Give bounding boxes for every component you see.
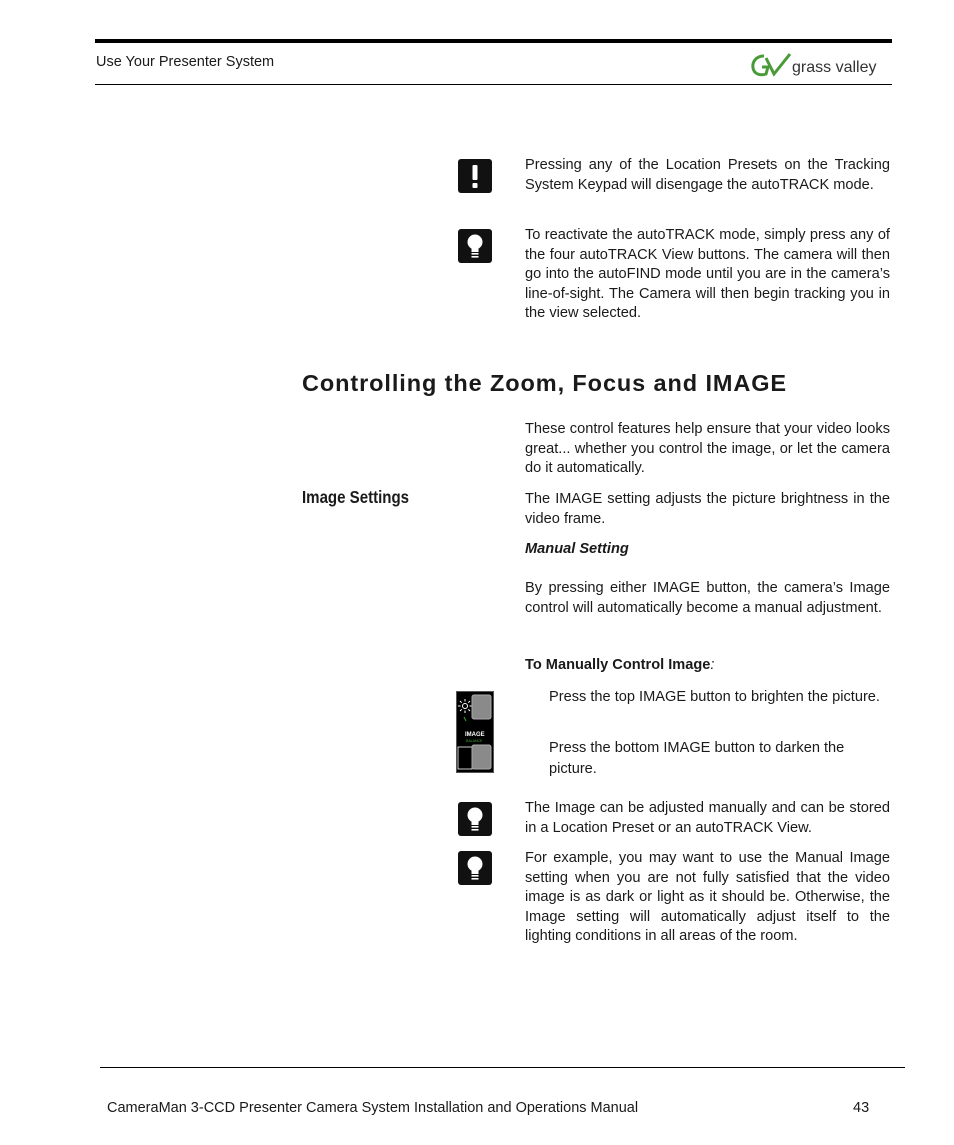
grass-valley-logo (750, 50, 890, 80)
section-intro: These control features help ensure that your video looks great... whether you control the image, or let the camera do it automatically. (525, 421, 890, 477)
image-control-panel (456, 691, 494, 773)
brighten-button (472, 695, 491, 719)
header-title: Use Your Presenter System (96, 54, 275, 70)
panel-sublabel: BALANCE (466, 739, 483, 743)
procedure-heading-label: To Manually Control Image (525, 657, 711, 673)
step-1-text: Press the top IMAGE button to brighten the picture. (549, 689, 880, 705)
image-settings-description: The IMAGE setting adjusts the picture brightness in the video frame. (525, 491, 890, 527)
header-rule-thin (95, 84, 892, 85)
manual-setting-text: By pressing either IMAGE button, the camera’s Image control will automatically become a manual adjustment. (525, 580, 890, 616)
warning-note-text: Pressing any of the Location Presets on the Tracking System Keypad will disengage the autoTRACK mode. (525, 157, 890, 193)
tip-note-1-text: The Image can be adjusted manually and can be stored in a Location Preset or an autoTRACK View. (525, 800, 890, 836)
darken-button (472, 745, 491, 769)
tip-note-2-text: For example, you may want to use the Manual Image setting when you are not fully satisfied that the video image is as dark or light as it should be. Otherwise, the Image setting will automatically adjust itself to the lighting conditions in all areas of the room. (525, 850, 890, 945)
footer-rule (100, 1067, 905, 1068)
page-number: 43 (853, 1100, 870, 1116)
panel-label: IMAGE (465, 732, 485, 738)
lightbulb-icon (458, 229, 492, 263)
section-heading: Controlling the Zoom, Focus and IMAGE (302, 370, 787, 396)
lightbulb-icon (458, 802, 492, 836)
lightbulb-icon (458, 851, 492, 885)
warning-icon (458, 159, 492, 193)
logo-text: grass valley (792, 59, 877, 76)
footer-manual-title: CameraMan 3-CCD Presenter Camera System Installation and Operations Manual (107, 1100, 639, 1116)
procedure-heading (525, 656, 714, 676)
header-rule-thick (95, 39, 892, 43)
manual-setting-heading: Manual Setting (525, 541, 629, 557)
brighten-sun-icon (458, 699, 472, 721)
tip-note-text: To reactivate the autoTRACK mode, simply press any of the four autoTRACK View buttons. The camera will then go into the autoFIND mode until you are in the camera’s line-of-sight. The Camera will then begin tracking you in the view selected. (525, 227, 890, 322)
darken-moon-icon (462, 753, 467, 763)
step-2-text: Press the bottom IMAGE button to darken the picture. (549, 740, 845, 777)
procedure-heading-colon: : (710, 657, 715, 673)
image-settings-heading: Image Settings (302, 487, 410, 507)
